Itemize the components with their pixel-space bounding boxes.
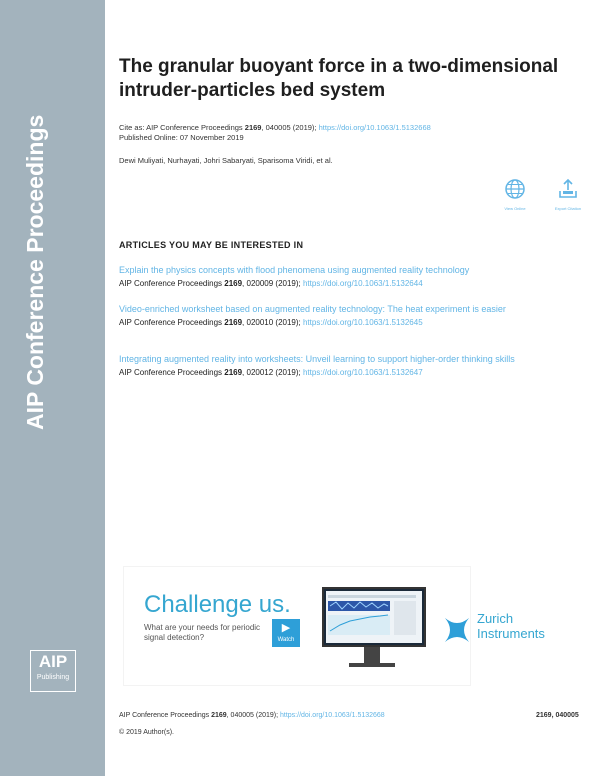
paper-title: The granular buoyant force in a two-dimensional intruder-particles bed system: [119, 56, 559, 101]
footer-ref-prefix: AIP Conference Proceedings: [119, 712, 212, 719]
related-doi-link[interactable]: https://doi.org/10.1063/1.5132644: [302, 279, 423, 288]
doi-link[interactable]: https://doi.org/10.1063/1.5132668: [318, 123, 431, 132]
ref-volume: 2169: [224, 368, 243, 377]
related-doi-link[interactable]: https://doi.org/10.1063/1.5132645: [302, 318, 423, 327]
view-online-button[interactable]: [495, 178, 535, 211]
export-icon: [557, 178, 579, 200]
authors[interactable]: Dewi Muliyati, Nurhayati, Johri Sabaryati, Sparisoma Viridi, et al.: [119, 156, 333, 165]
monitor-image: [322, 587, 426, 647]
citation-block: [119, 123, 431, 143]
related-article: [119, 265, 579, 288]
cite-suffix: , 040005 (2019);: [261, 123, 319, 132]
view-online-label: View Online: [504, 206, 526, 211]
related-article-title[interactable]: Integrating augmented reality into worksheets: Unveil learning to support higher-order thinking skills: [119, 354, 515, 364]
published-date: Published Online: 07 November 2019: [119, 133, 244, 142]
company-name: [477, 611, 545, 641]
ad-headline: Challenge us.: [144, 591, 291, 618]
globe-icon: [504, 178, 526, 200]
watch-label: Watch: [277, 637, 295, 643]
related-article-ref: [119, 318, 579, 327]
ref-volume: 2169: [224, 279, 243, 288]
cite-volume: 2169: [244, 123, 262, 132]
monitor-base: [349, 663, 395, 667]
cite-line: [119, 123, 431, 133]
related-article: [119, 354, 579, 377]
export-citation-label: Export Citation: [554, 206, 582, 211]
zurich-instruments-logo-icon: [442, 615, 472, 645]
journal-title: AIP Conference Proceedings: [22, 114, 48, 430]
related-article: [119, 304, 579, 327]
related-article-title[interactable]: Explain the physics concepts with flood phenomena using augmented reality technology: [119, 265, 470, 275]
watch-button[interactable]: [272, 619, 300, 647]
advertisement-banner[interactable]: [124, 567, 545, 685]
ref-prefix: AIP Conference Proceedings: [119, 318, 225, 327]
related-heading: ARTICLES YOU MAY BE INTERESTED IN: [119, 240, 304, 250]
related-article-title[interactable]: Video-enriched worksheet based on augmented reality technology: The heat experiment is easier: [119, 304, 506, 314]
company-line-2: Instruments: [477, 626, 545, 641]
cite-prefix: Cite as: AIP Conference Proceedings: [119, 123, 245, 132]
related-doi-link[interactable]: https://doi.org/10.1063/1.5132647: [302, 368, 423, 377]
related-article-ref: [119, 279, 579, 288]
aip-publishing-logo[interactable]: [30, 650, 76, 692]
ref-suffix: , 020010 (2019);: [242, 318, 303, 327]
ref-volume: 2169: [224, 318, 243, 327]
sidebar: [0, 0, 105, 776]
footer-volume: 2169: [211, 712, 227, 719]
ref-suffix: , 020009 (2019);: [242, 279, 303, 288]
play-icon: ▶: [281, 622, 291, 634]
signal-plot-icon: [326, 591, 418, 639]
logo-bottom-text: Publishing: [36, 674, 70, 681]
related-article-ref: [119, 368, 579, 377]
copyright: © 2019 Author(s).: [119, 729, 174, 736]
ref-prefix: AIP Conference Proceedings: [119, 279, 225, 288]
ad-subtext: What are your needs for periodic signal detection?: [144, 623, 261, 642]
export-citation-button[interactable]: [548, 178, 588, 211]
footer-page-id: 2169, 040005: [536, 712, 579, 719]
ref-suffix: , 020012 (2019);: [242, 368, 303, 377]
monitor-screen: [326, 591, 422, 643]
logo-top-text: AIP: [38, 652, 68, 671]
company-line-1: Zurich: [477, 611, 514, 626]
footer-doi-link[interactable]: https://doi.org/10.1063/1.5132668: [280, 712, 385, 719]
footer-reference: [119, 712, 385, 719]
ref-prefix: AIP Conference Proceedings: [119, 368, 225, 377]
footer-ref-suffix: , 040005 (2019);: [226, 712, 280, 719]
